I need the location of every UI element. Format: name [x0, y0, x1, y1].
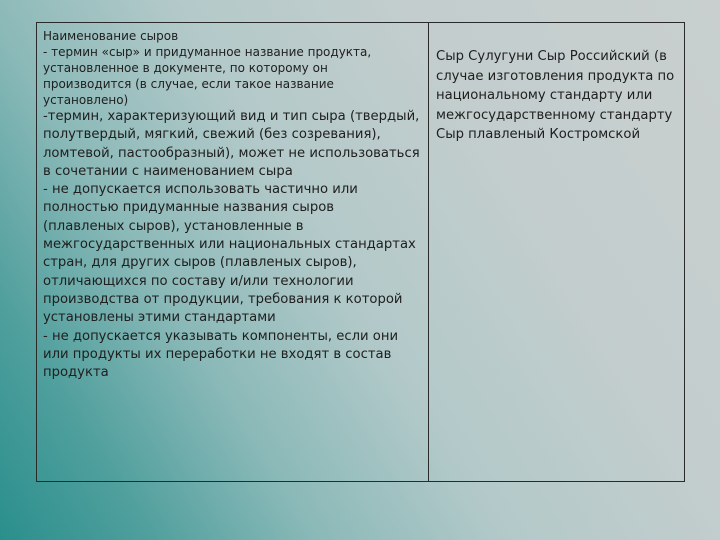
- cheese-examples: Сыр Сулугуни Сыр Российский (в случае изготовления продукта по национальному стандарту или межгосударственному стандарту Сыр плавленый Костромской: [436, 49, 675, 142]
- table-heading: Наименование сыров: [43, 29, 179, 43]
- right-cell: [429, 23, 684, 481]
- paragraph-term-cheese: - термин «сыр» и придуманное название продукта, установленное в документе, по которому он производится (в случае, если такое название установлено): [43, 45, 372, 107]
- paragraph-components: - не допускается указывать компоненты, если они или продукты их переработки не входят в состав продукта: [43, 328, 399, 381]
- paragraph-invented-names: - не допускается использовать частично или полностью придуманные названия сыров (плавленых сыров), установленные в межгосударственных или национальных стандартах стран, для других сыров (плавленых сыров), отличающихся по составу и/или технологии производства от продукции, требования к которой установлены этими стандартами: [43, 182, 416, 326]
- paragraph-cheese-type: -термин, характеризующий вид и тип сыра (твердый, полутвердый, мягкий, свежий (без созревания), ломтевой, пастообразный), может не использоваться в сочетании с наименованием сыра: [43, 109, 420, 179]
- left-cell: [37, 23, 429, 481]
- content-table: [36, 22, 685, 482]
